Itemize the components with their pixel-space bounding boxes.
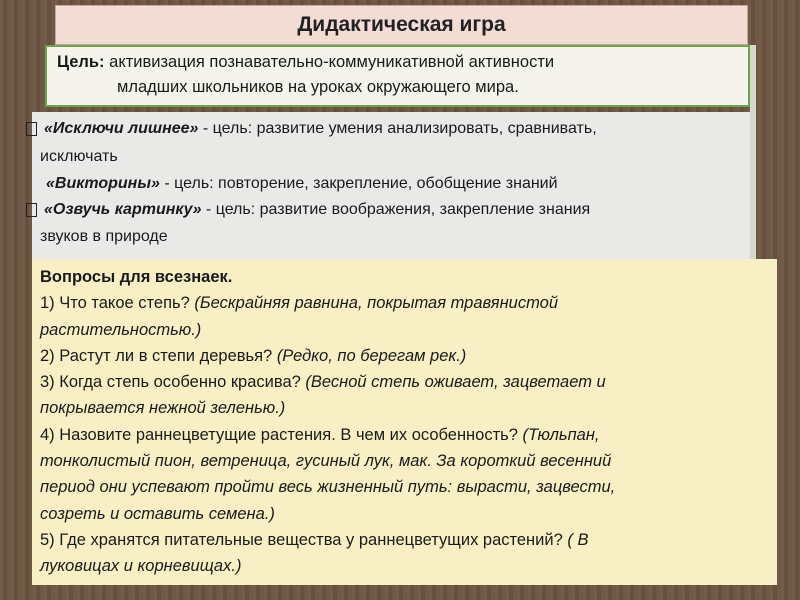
- game-desc-cont: звуков в природе: [40, 228, 168, 245]
- quiz-answer: (Бескрайняя равнина, покрытая травянистой: [194, 294, 559, 313]
- bullet-box-icon: [26, 122, 37, 136]
- goal-line-1: [57, 50, 554, 74]
- quiz-line: [40, 317, 769, 343]
- bullet-box-icon: [26, 203, 37, 217]
- quiz-answer: растительностью.): [40, 320, 202, 339]
- game-item-voice: [32, 199, 590, 221]
- slide-title: Дидактическая игра: [55, 5, 748, 45]
- quiz-question: 4) Назовите раннецветущие растения. В чем их особенность?: [40, 425, 523, 444]
- game-name: «Озвучь картинку»: [44, 201, 202, 218]
- quiz-line: [40, 527, 769, 553]
- quiz-question: 1) Что такое степь?: [40, 294, 195, 313]
- game-item-quiz: [46, 173, 558, 195]
- quiz-answer: (Редко, по берегам рек.): [276, 346, 467, 365]
- goal-box: [45, 45, 750, 107]
- quiz-answer: ( В: [567, 530, 589, 549]
- quiz-answer: (Весной степь оживает, зацветает и: [305, 373, 606, 392]
- quiz-line: [40, 501, 769, 527]
- game-item-exclude: [32, 118, 597, 140]
- quiz-line: [40, 422, 769, 448]
- quiz-line: [40, 448, 769, 474]
- goal-text-2: младших школьников на уроках окружающего мира.: [117, 78, 519, 96]
- quiz-lines: [40, 290, 769, 579]
- quiz-question: 2) Растут ли в степи деревья?: [40, 346, 277, 365]
- game-name: «Исключи лишнее»: [44, 120, 199, 137]
- quiz-answer: (Тюльпан,: [522, 425, 600, 444]
- quiz-question: 5) Где хранятся питательные вещества у раннецветущих растений?: [40, 530, 568, 549]
- goal-text-1: активизация познавательно-коммуникативной активности: [109, 53, 555, 71]
- quiz-line: [40, 395, 769, 421]
- quiz-line: [40, 290, 769, 316]
- game-desc: - цель: развитие умения анализировать, сравнивать,: [198, 120, 597, 137]
- panel-edge: [750, 45, 756, 260]
- game-desc-cont: исключать: [40, 148, 118, 165]
- games-list: [32, 112, 750, 262]
- quiz-answer: тонколистый пион, ветреница, гусиный лук, мак. За короткий весенний: [40, 452, 612, 471]
- game-desc: - цель: развитие воображения, закрепление знания: [201, 201, 591, 218]
- game-desc: - цель: повторение, закрепление, обобщение знаний: [159, 175, 558, 192]
- quiz-box: [32, 259, 777, 585]
- quiz-answer: созреть и оставить семена.): [40, 504, 275, 523]
- quiz-line: [40, 553, 769, 579]
- quiz-answer: луковицах и корневищах.): [40, 557, 242, 576]
- quiz-line: [40, 369, 769, 395]
- quiz-line: [40, 343, 769, 369]
- quiz-answer: покрывается нежной зеленью.): [40, 399, 286, 418]
- goal-label: Цель:: [57, 53, 105, 71]
- quiz-question: 3) Когда степь особенно красива?: [40, 373, 306, 392]
- quiz-line: [40, 474, 769, 500]
- quiz-answer: период они успевают пройти весь жизненный путь: вырасти, зацвести,: [40, 478, 616, 497]
- quiz-title: Вопросы для всезнаек.: [40, 268, 233, 286]
- game-name: «Викторины»: [46, 175, 160, 192]
